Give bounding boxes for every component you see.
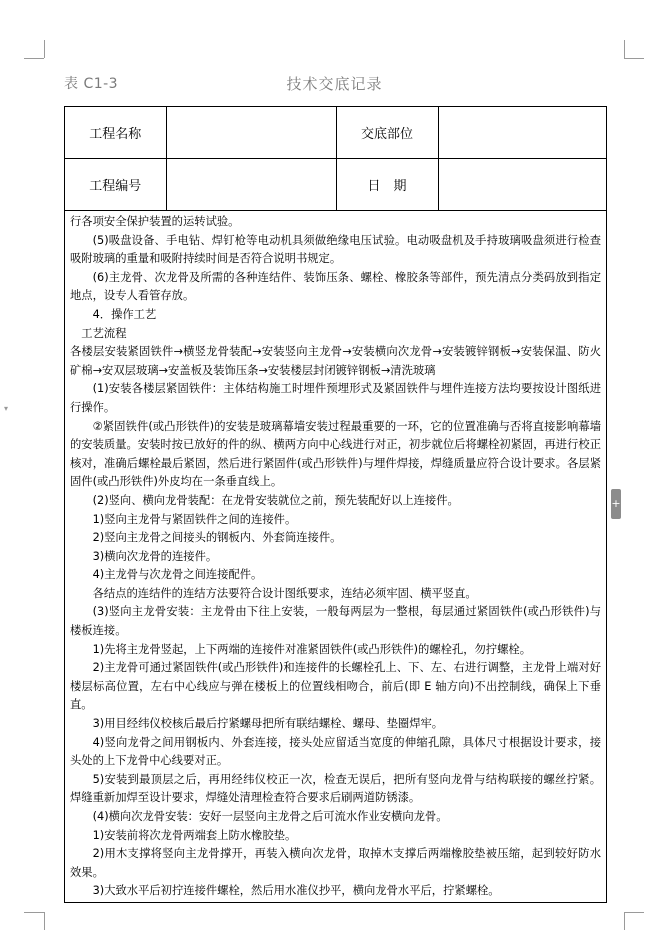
body-paragraph: 2)竖向主龙骨之间接头的钢板内、外套筒连接件。 bbox=[92, 531, 342, 545]
body-paragraph: 3)大致水平后初拧连接件螺栓，然后用水准仪抄平，横向龙骨水平后，拧紧螺栓。 bbox=[92, 884, 500, 898]
body-paragraph: 1)先将主龙骨竖起，上下两端的连接件对准紧固铁件(或凸形铁件)的螺栓孔，勿拧螺栓。 bbox=[92, 642, 531, 656]
document-body bbox=[70, 213, 601, 901]
body-paragraph: (1)安装各楼层紧固铁件：主体结构施工时埋件预埋形式及紧固铁件与埋件连接方法均要按设计图纸进行操作。 bbox=[70, 382, 601, 414]
body-paragraph: 3)横向次龙骨的连接件。 bbox=[92, 549, 218, 563]
body-paragraph: 2)主龙骨可通过紧固铁件(或凸形铁件)和连接件的长螺栓孔上、下、左、右进行调整，主龙骨上端对好楼层标高位置，左右中心线应与弹在楼板上的位置线相吻合，前后(即 E 轴方向)不出控制线，确保上下垂直。 bbox=[70, 661, 601, 712]
body-paragraph: (6)主龙骨、次龙骨及所需的各种连结件、装饰压条、螺栓、橡胶条等部件，预先清点分类码放到指定地点，设专人看管存放。 bbox=[70, 270, 601, 303]
form-code: 表 C1-3 bbox=[64, 76, 119, 92]
body-paragraph: (3)竖向主龙骨安装：主龙骨由下往上安装，一般每两层为一整根，每层通过紧固铁件(或凸形铁件)与楼板连接。 bbox=[70, 605, 601, 638]
body-paragraph: 2)用木支撑将竖向主龙骨撑开，再装入横向次龙骨，取掉木支撑后两端橡胶垫被压缩，起到较好防水效果。 bbox=[70, 847, 601, 879]
crop-mark bbox=[624, 40, 625, 58]
page-title: 技术交底记录 bbox=[286, 75, 383, 93]
project-no-label: 工程编号 bbox=[65, 159, 166, 211]
project-name-label: 工程名称 bbox=[65, 107, 166, 159]
body-paragraph: (5)吸盘设备、手电钻、焊钉枪等电动机具须做绝缘电压试验。电动吸盘机及手持玻璃吸盘须进行检查吸附玻璃的重量和吸附持续时间是否符合说明书规定。 bbox=[70, 233, 601, 266]
location-field[interactable] bbox=[438, 107, 606, 159]
body-paragraph: 4)竖向龙骨之间用钢板内、外套连接，接头处应留适当宽度的伸缩孔隙，具体尺寸根据设计要求，接头处的上下龙骨中心线要对正。 bbox=[70, 735, 601, 768]
date-field[interactable] bbox=[438, 159, 606, 211]
header-table bbox=[65, 107, 606, 211]
crop-mark bbox=[44, 912, 45, 930]
project-name-field[interactable] bbox=[166, 107, 336, 159]
crop-mark bbox=[624, 58, 644, 59]
body-paragraph: 3)用目经纬仪校核后最后拧紧螺母把所有联结螺栓、螺母、垫圈焊牢。 bbox=[92, 717, 444, 731]
body-paragraph: (2)竖向、横向龙骨装配：在龙骨安装就位之前，预先装配好以上连接件。 bbox=[92, 493, 459, 507]
crop-mark bbox=[24, 58, 44, 59]
body-paragraph: 1)安装前将次龙骨两端套上防水橡胶垫。 bbox=[92, 828, 297, 842]
crop-mark bbox=[24, 912, 44, 913]
project-no-field[interactable] bbox=[166, 159, 336, 211]
crop-mark bbox=[624, 912, 625, 930]
body-paragraph: 4．操作工艺 bbox=[92, 307, 157, 321]
expand-handle-icon[interactable]: + bbox=[611, 489, 621, 519]
margin-arrow-icon: ▾ bbox=[4, 404, 9, 413]
crop-mark bbox=[624, 912, 644, 913]
body-paragraph: 行各项安全保护装置的运转试验。 bbox=[70, 215, 240, 228]
crop-mark bbox=[44, 40, 45, 58]
body-paragraph: (4)横向次龙骨安装：安好一层竖向主龙骨之后可流水作业安横向龙骨。 bbox=[92, 810, 448, 823]
body-paragraph: 1)竖向主龙骨与紧固铁件之间的连接件。 bbox=[92, 512, 297, 526]
location-label: 交底部位 bbox=[336, 107, 438, 159]
body-paragraph: 各楼层安装紧固铁件→横竖龙骨装配→安装竖向主龙骨→安装横向次龙骨→安装镀锌钢板→安装保温、防火矿棉→安双层玻璃→安盖板及装饰压条→安装楼层封闭镀锌钢板→清洗玻璃 bbox=[70, 345, 601, 377]
record-form bbox=[64, 106, 607, 903]
body-paragraph: 4)主龙骨与次龙骨之间连接配件。 bbox=[92, 568, 263, 582]
date-label: 日 期 bbox=[336, 159, 438, 211]
body-paragraph: 5)安装到最顶层之后，再用经纬仪校正一次，检查无误后，把所有竖向龙骨与结构联接的螺丝拧紧。焊缝重新加焊至设计要求，焊缝处清理检查符合要求后刷两道防锈漆。 bbox=[70, 772, 601, 805]
body-paragraph: ②紧固铁件(或凸形铁件)的安装是玻璃幕墙安装过程最重要的一环，它的位置准确与否将直接影响幕墙的安装质量。安装时按已放好的件的纵、横两方向中心线进行对正，初步就位后将螺栓初紧固，再进行校正核对，准确后螺栓最后紧固，然后进行紧固件(或凸形铁件)与埋件焊接，焊缝质量应符合设计要求。各层紧固件(或凸形铁件)外皮均在一条垂直线上。 bbox=[70, 419, 601, 489]
body-paragraph: 各结点的连结件的连结方法要符合设计图纸要求，连结必须牢固、横平竖直。 bbox=[92, 586, 477, 600]
body-paragraph: 工艺流程 bbox=[81, 326, 127, 340]
